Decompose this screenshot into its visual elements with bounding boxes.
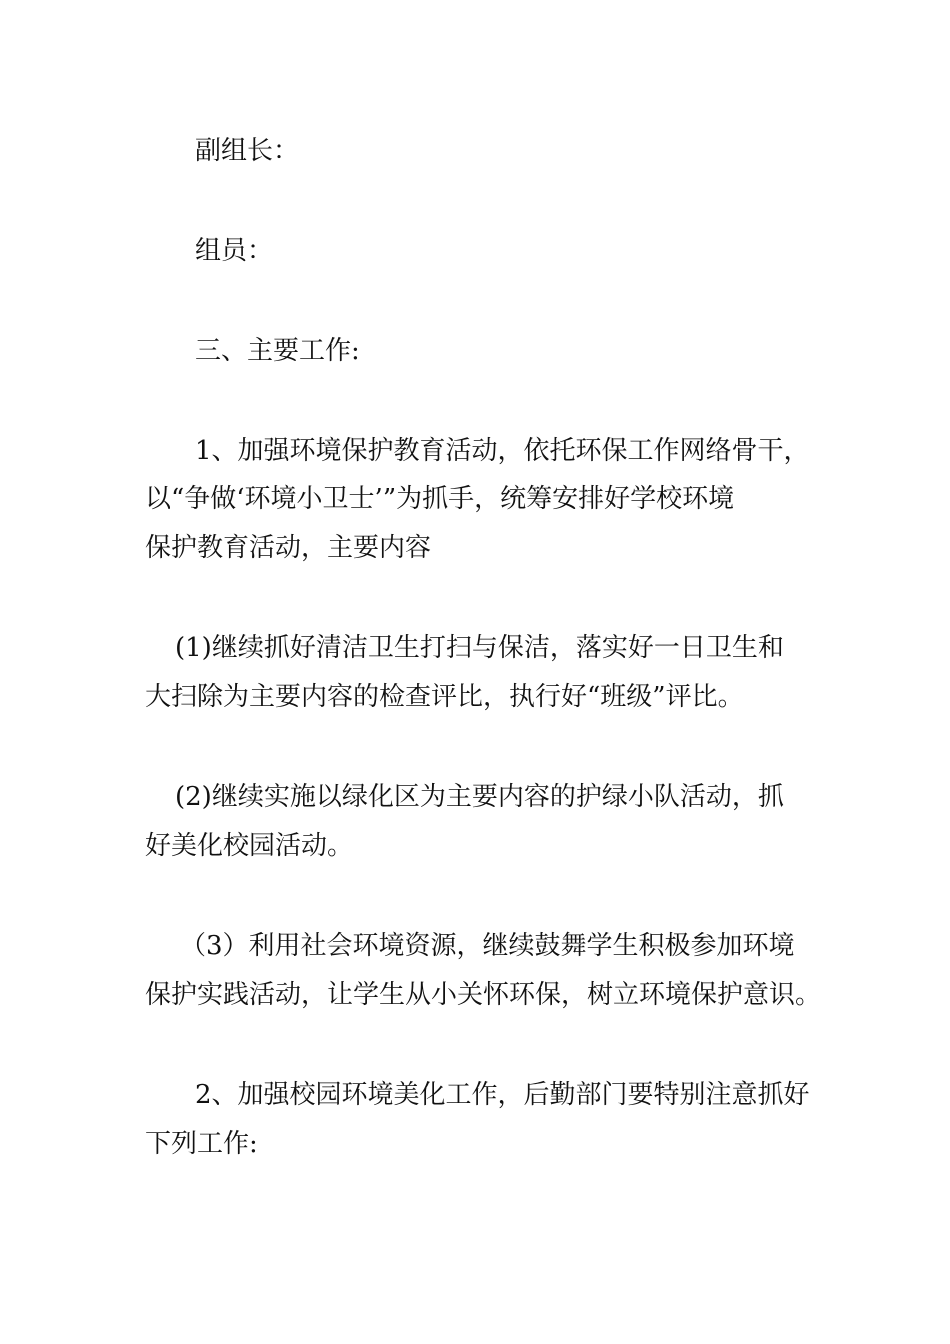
item-1-line-2: 大扫除为主要内容的检查评比，执行好“班级”评比。: [145, 682, 744, 712]
paragraph-1-line-1: 1、加强环境保护教育活动，依托环保工作网络骨干，: [195, 436, 810, 466]
vice-leader-label: 副组长：: [195, 136, 300, 166]
section-heading: 三、主要工作:: [195, 336, 360, 366]
item-3-line-2: 保护实践活动，让学生从小关怀环保，树立环境保护意识。: [145, 980, 822, 1010]
item-3-line-1: （3）利用社会环境资源，继续鼓舞学生积极参加环境: [180, 931, 795, 961]
item-1-line-1: (1)继续抓好清洁卫生打扫与保洁，落实好一日卫生和: [175, 633, 784, 663]
paragraph-1-line-3: 保护教育活动，主要内容: [145, 533, 432, 563]
members-label: 组员：: [195, 236, 274, 266]
paragraph-2-line-2: 下列工作:: [145, 1129, 258, 1159]
paragraph-2-line-1: 2、加强校园环境美化工作，后勤部门要特别注意抓好: [195, 1080, 810, 1110]
item-2-line-2: 好美化校园活动。: [145, 831, 354, 861]
paragraph-1-line-2: 以“争做‘环境小卫士’”为抓手，统筹安排好学校环境: [145, 484, 735, 514]
item-2-line-1: (2)继续实施以绿化区为主要内容的护绿小队活动，抓: [175, 782, 784, 812]
